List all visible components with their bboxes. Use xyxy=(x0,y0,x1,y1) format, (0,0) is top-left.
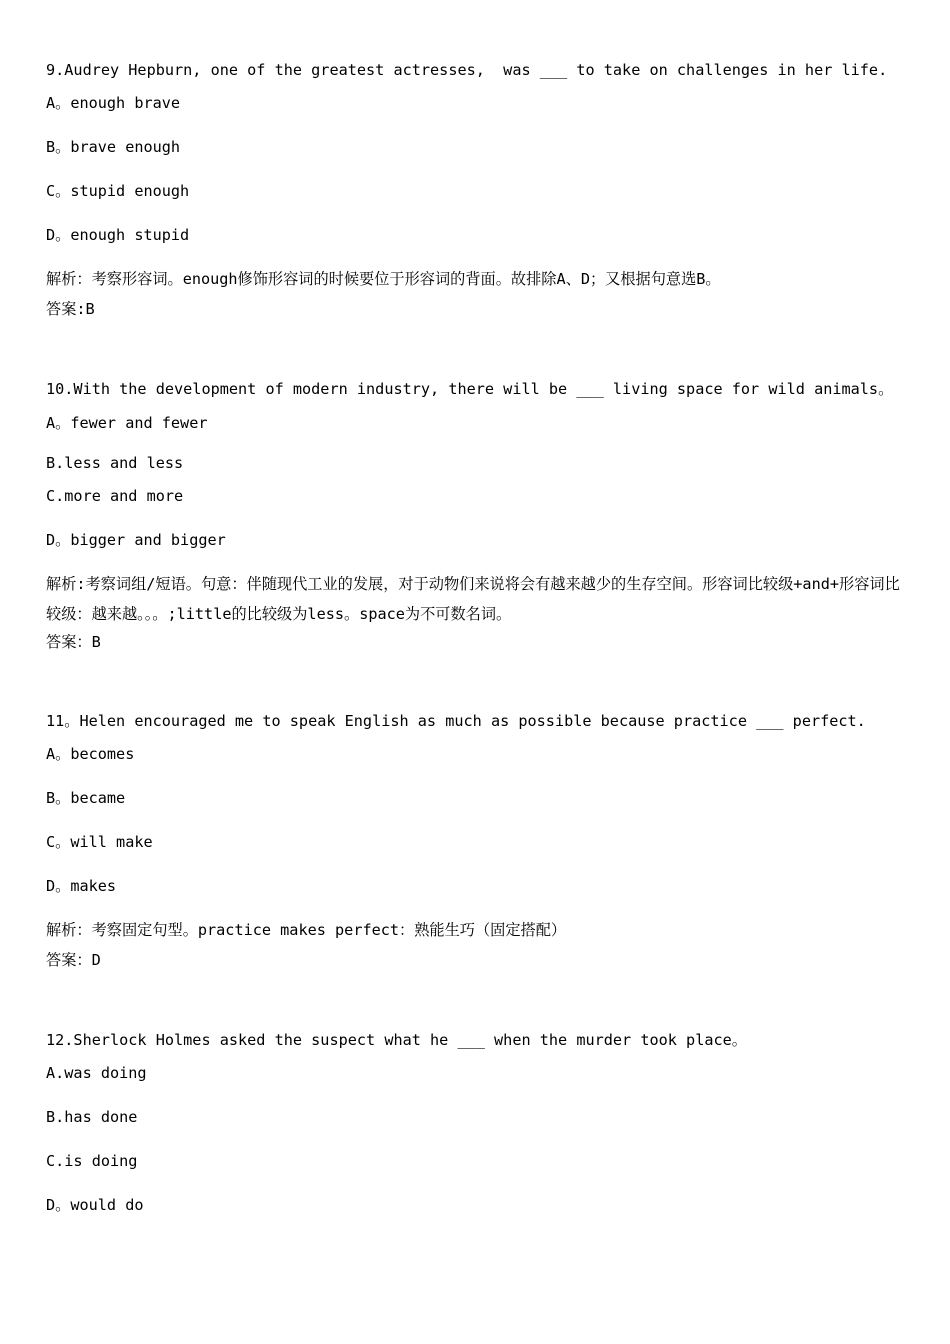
question-10-option-c: C.more and more xyxy=(46,487,184,505)
question-12-option-d: D。would do xyxy=(46,1196,144,1214)
question-10-stem: 10.With the development of modern industry, there will be ___ living space for wild animals。 xyxy=(46,380,894,398)
question-10-option-d: D。bigger and bigger xyxy=(46,531,226,549)
question-9-option-d: D。enough stupid xyxy=(46,226,190,244)
question-11-option-d: D。makes xyxy=(46,877,117,895)
question-11-option-a: A。becomes xyxy=(46,745,135,763)
question-12-option-b: B.has done xyxy=(46,1108,138,1126)
question-10-option-a: A。fewer and fewer xyxy=(46,414,208,432)
question-10-answer: 答案：B xyxy=(46,633,101,651)
question-10-option-b: B.less and less xyxy=(46,454,184,472)
question-12-option-c: C.is doing xyxy=(46,1152,138,1170)
question-9-stem: 9.Audrey Hepburn, one of the greatest actresses, was ___ to take on challenges in her life. xyxy=(46,61,888,79)
question-10-analysis: 解析:考察词组/短语。句意：伴随现代工业的发展，对于动物们来说将会有越来越少的生存空间。形容词比较级+and+形容词比较级：越来越。。。;little的比较级为less。space为不可数名词。 xyxy=(46,575,900,623)
question-11-option-c: C。will make xyxy=(46,833,153,851)
question-9-option-b: B。brave enough xyxy=(46,138,181,156)
question-11-stem: 11。Helen encouraged me to speak English as much as possible because practice ___ perfect. xyxy=(46,712,866,730)
question-11-option-b: B。became xyxy=(46,789,126,807)
question-9-answer: 答案:B xyxy=(46,300,95,318)
question-11-analysis: 解析：考察固定句型。practice makes perfect：熟能生巧（固定搭配） xyxy=(46,921,567,939)
question-9-option-a: A。enough brave xyxy=(46,94,181,112)
question-11-answer: 答案：D xyxy=(46,951,101,969)
question-12-option-a: A.was doing xyxy=(46,1064,147,1082)
question-12-stem: 12.Sherlock Holmes asked the suspect what he ___ when the murder took place。 xyxy=(46,1031,747,1049)
question-9-option-c: C。stupid enough xyxy=(46,182,190,200)
question-9-analysis: 解析：考察形容词。enough修饰形容词的时候要位于形容词的背面。故排除A、D；又根据句意选B。 xyxy=(46,270,721,288)
